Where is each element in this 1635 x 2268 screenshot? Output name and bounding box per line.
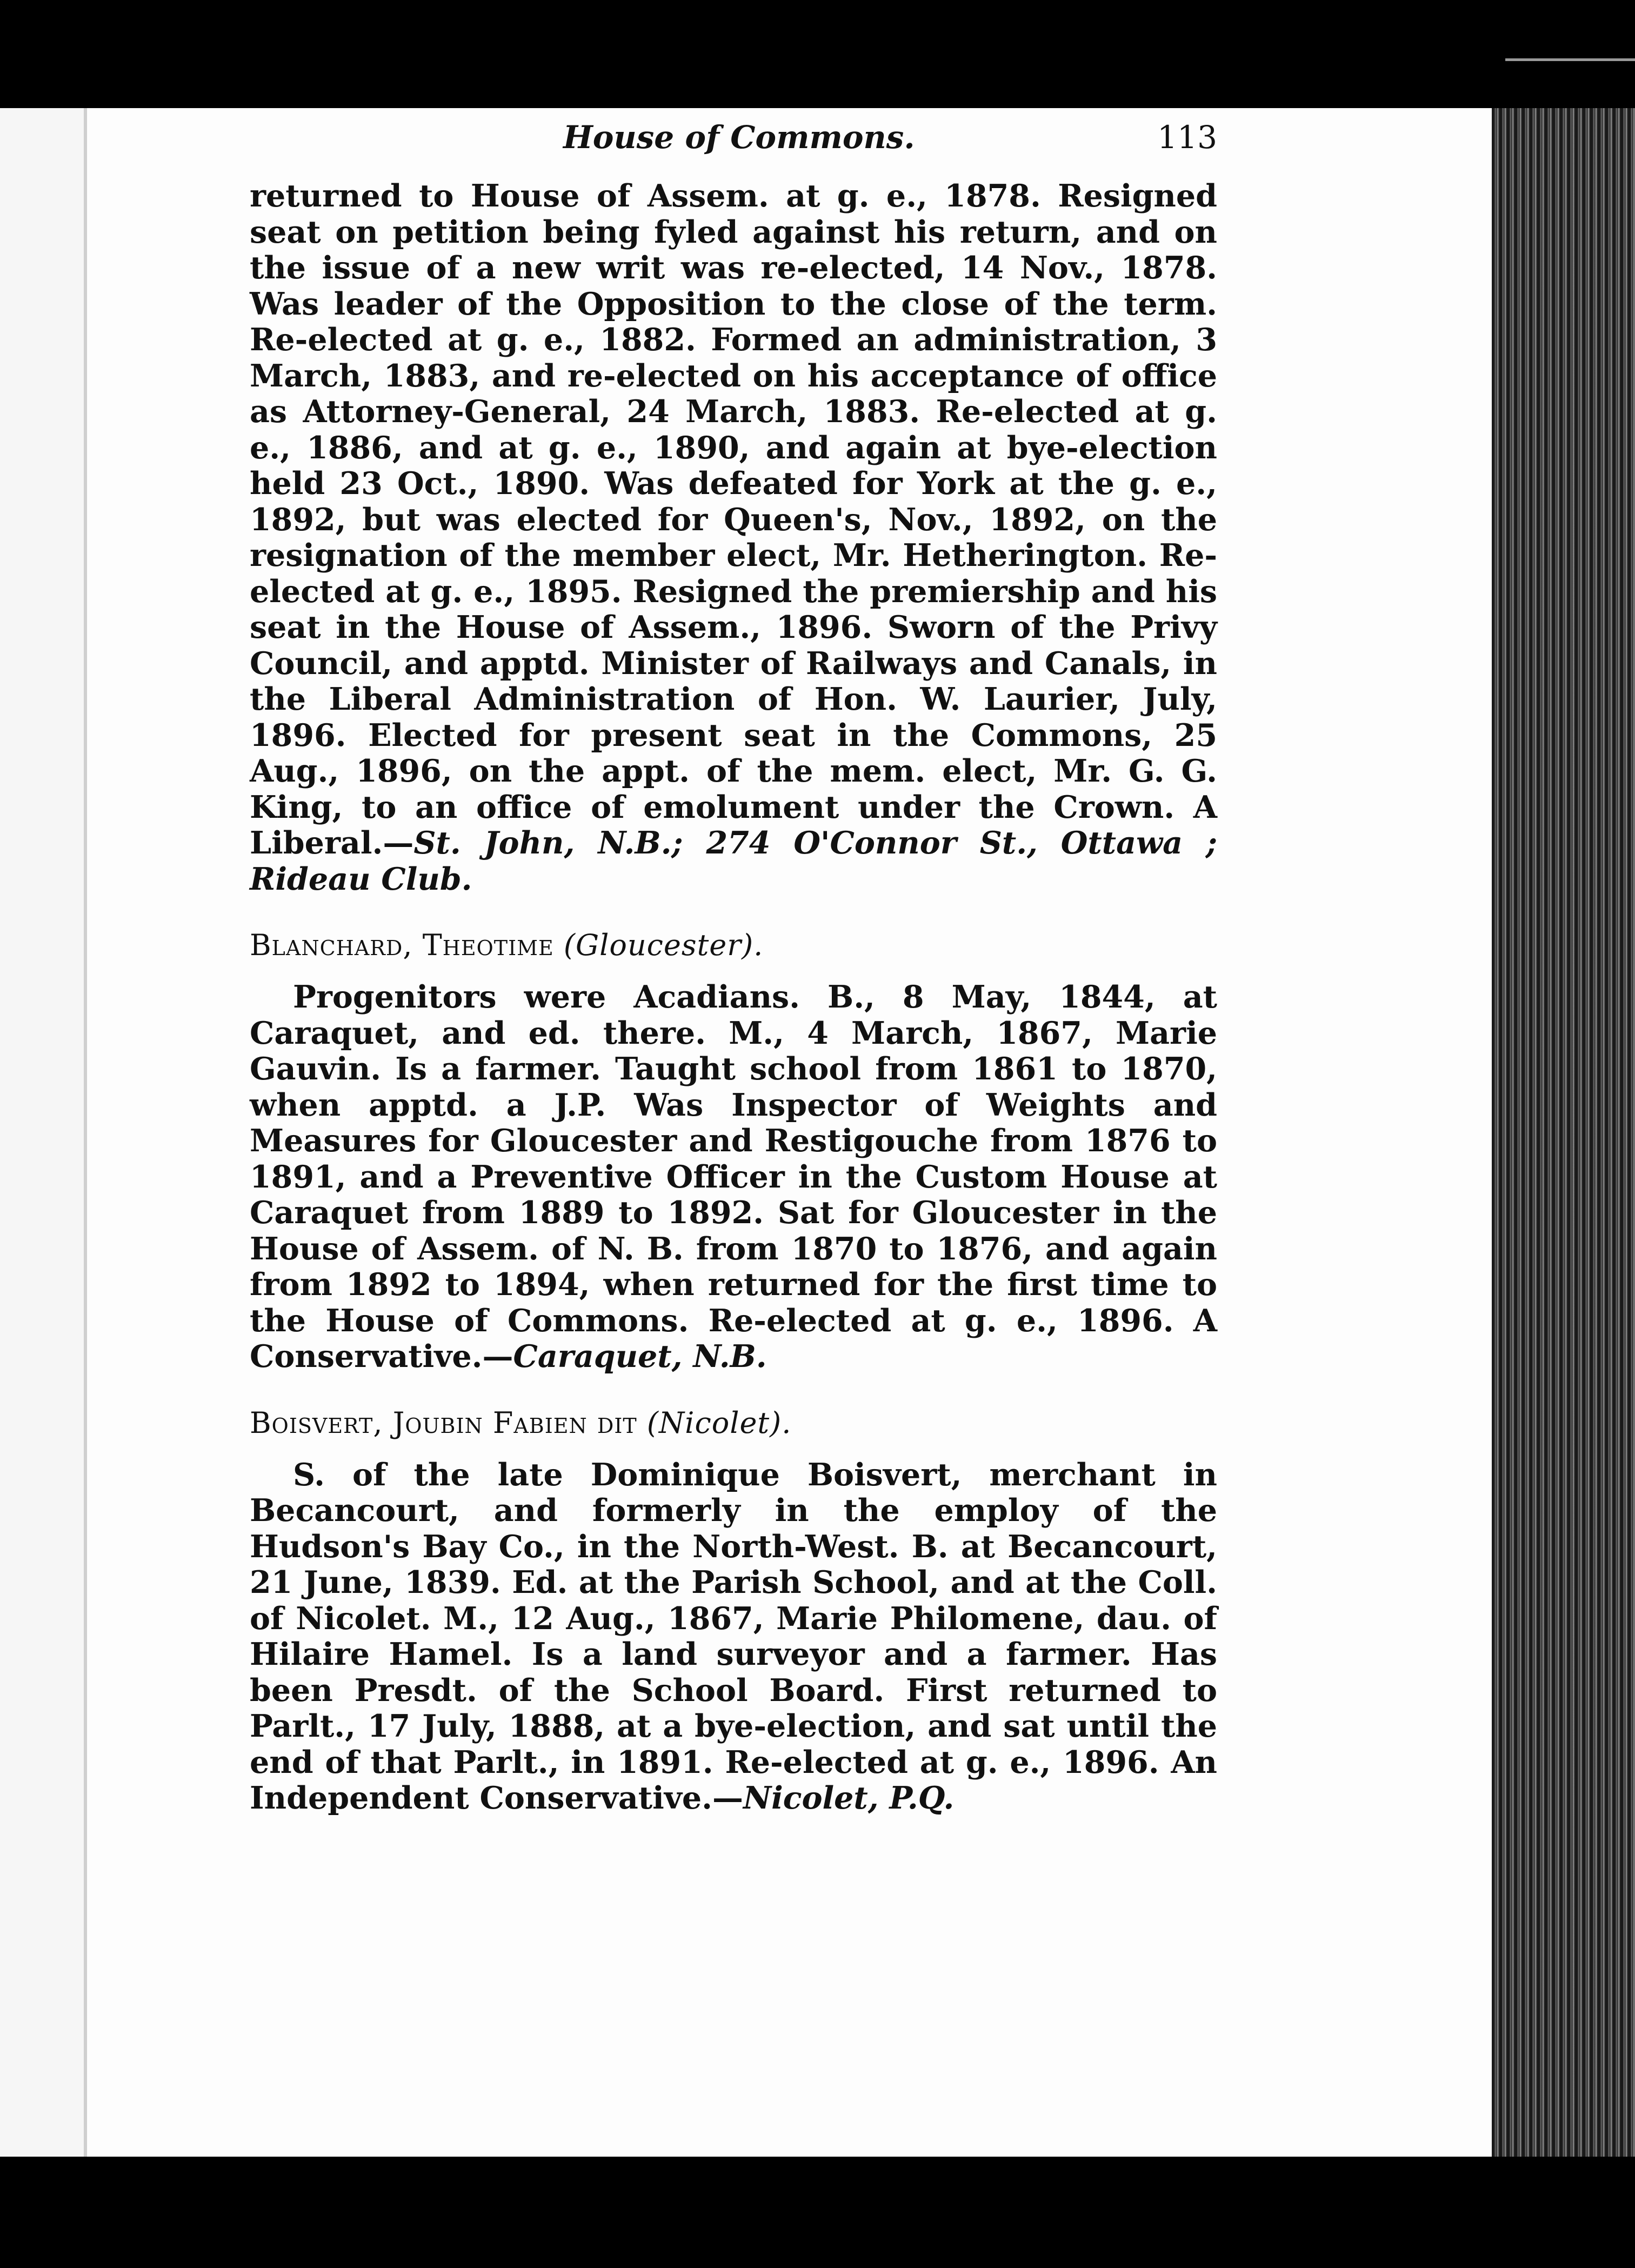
entry-address: Caraquet, N.B.	[513, 1338, 767, 1375]
page-number: 113	[1157, 119, 1217, 156]
entry-text: S. of the late Dominique Boisvert, merchant in Becancourt, and formerly in the employ of the Hudson's Bay Co., in the North-West. B. at Becancourt, 21 June, 1839. Ed. at the Parish School, and at the Coll. of Nicolet. M., 12 Aug., 1867, Marie Philomene, dau. of Hilaire Hamel. Is a land surveyor and a farmer. Has been Presdt. of the School Board. First returned to Parlt., 17 July, 1888, at a bye-election, and sat until the end of that Parlt., in 1891. Re-elected at g. e., 1896. An Independent Conservative.—	[250, 1456, 1217, 1816]
page-fore-edge	[1492, 108, 1635, 2157]
entry-heading-blanchard	[250, 928, 1217, 963]
continuation-address: St. John, N.B.; 274 O'Connor St., Ottawa ; Rideau Club.	[250, 825, 1217, 897]
continuation-text: returned to House of Assem. at g. e., 1878. Resigned seat on petition being fyled against his return, and on the issue of a new writ was re-elected, 14 Nov., 1878. Was leader of the Opposition to the close of the term. Re-elected at g. e., 1882. Formed an administration, 3 March, 1883, and re-elected on his acceptance of office as Attorney-General, 24 March, 1883. Re-elected at g. e., 1886, and at g. e., 1890, and again at bye-election held 23 Oct., 1890. Was defeated for York at the g. e., 1892, but was elected for Queen's, Nov., 1892, on the resignation of the member elect, Mr. Hetherington. Re-elected at g. e., 1895. Resigned the premiership and his seat in the House of Assem., 1896. Sworn of the Privy Council, and apptd. Minister of Railways and Canals, in the Liberal Administration of Hon. W. Laurier, July, 1896. Elected for present seat in the Commons, 25 Aug., 1896, on the appt. of the mem. elect, Mr. G. G. King, to an office of emolument under the Crown. A Liberal.—	[250, 178, 1217, 861]
entry-riding: (Nicolet).	[646, 1405, 792, 1440]
page-edge-line	[1505, 58, 1635, 61]
running-head	[250, 119, 1217, 178]
entry-paragraph-boisvert	[250, 1457, 1217, 1817]
entry-given-name: Joubin Fabien dit	[392, 1405, 637, 1440]
entry-address: Nicolet, P.Q.	[743, 1780, 955, 1816]
page-content	[250, 119, 1217, 1817]
entry-given-name: Theotime	[422, 928, 554, 962]
entry-paragraph-blanchard	[250, 979, 1217, 1375]
running-title: House of Commons.	[563, 119, 915, 156]
entry-surname: Boisvert,	[250, 1405, 383, 1440]
entry-heading-boisvert	[250, 1405, 1217, 1441]
continuation-paragraph	[250, 178, 1217, 897]
page-gutter	[0, 108, 87, 2157]
entry-riding: (Gloucester).	[563, 928, 764, 962]
entry-surname: Blanchard,	[250, 928, 413, 962]
entry-text: Progenitors were Acadians. B., 8 May, 1844, at Caraquet, and ed. there. M., 4 March, 1867, Marie Gauvin. Is a farmer. Taught school from 1861 to 1870, when apptd. a J.P. Was Inspector of Weights and Measures for Gloucester and Restigouche from 1876 to 1891, and a Preventive Officer in the Custom House at Caraquet from 1889 to 1892. Sat for Gloucester in the House of Assem. of N. B. from 1870 to 1876, and again from 1892 to 1894, when returned for the first time to the House of Commons. Re-elected at g. e., 1896. A Conservative.—	[250, 979, 1217, 1375]
